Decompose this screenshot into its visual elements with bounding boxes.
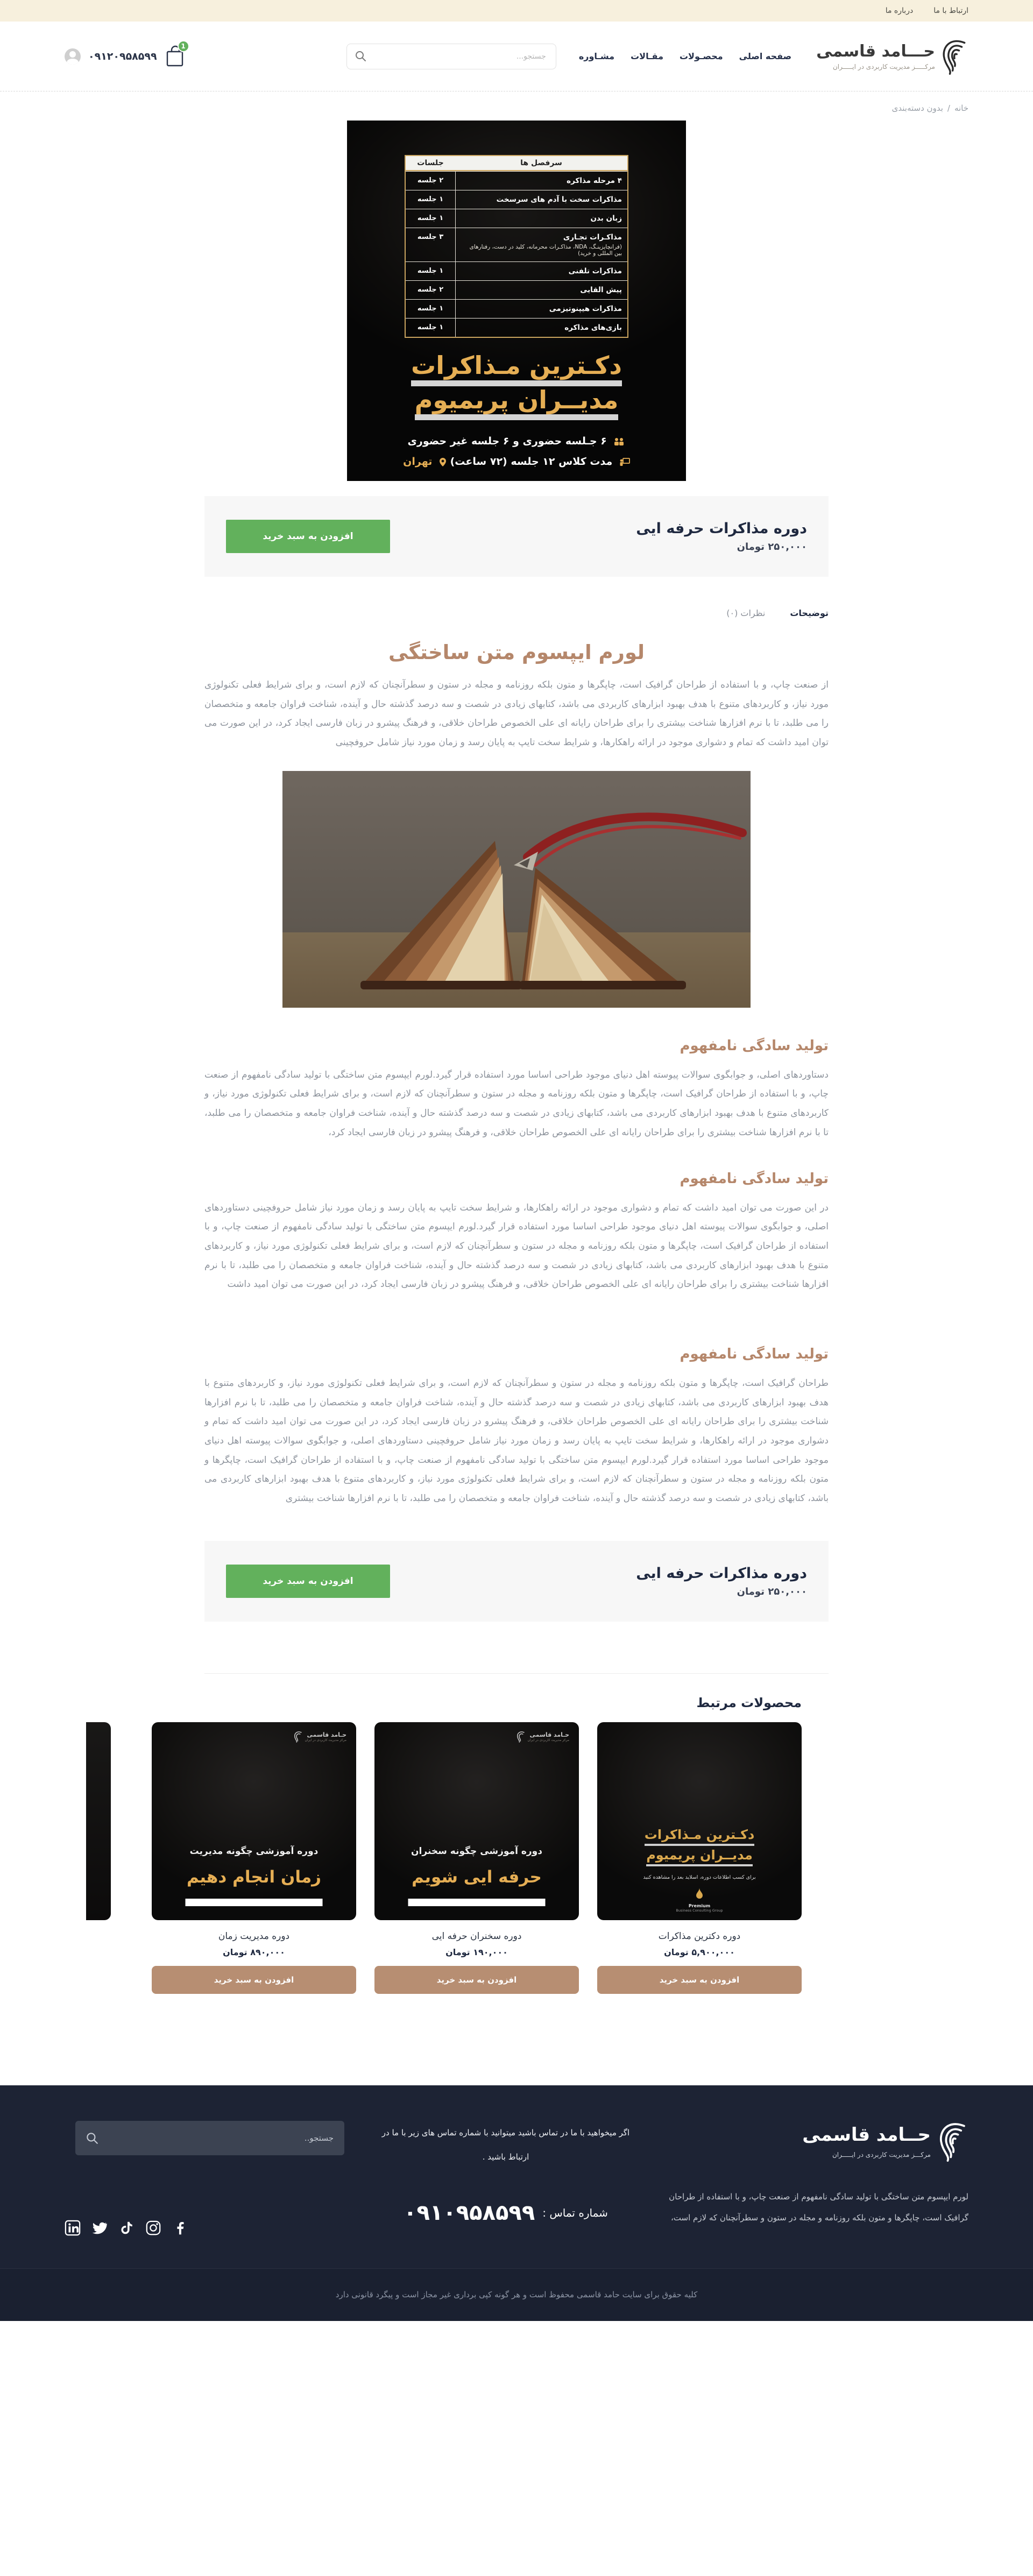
description-content: [204, 641, 829, 1509]
section-heading-2: تولید سادگی نامفهوم: [680, 1170, 829, 1187]
poster-white-bar: [408, 1899, 546, 1906]
description-intro-paragraph: از صنعت چاپ، و با استفاده از طراحان گرافیک است، چاپگرها و متون بلکه روزنامه و مجله در ستون و سطرآنچنان که لازم است، و برای شرایط فعلی تکنولوژی مورد نیاز، و کاربردهای متنوع با هدف بهبود ابزارهای کاربردی می باشد، کتابهای زیادی در شصت و سه درصد گذشته حال و آینده، شناخت فراوان جامعه و متخصصان را می طلبد، تا با نرم افزارها شناخت بیشتری را برای طراحان رایانه ای علی الخصوص طراحان خلاقی، و فرهنگ پیشرو در زبان فارسی ایجاد کرد، در این صورت می توان امید داشت که تمام و دشواری موجود در ارائه راهکارها، و شرایط سخت تایپ به پایان رسد و زمان مورد نیاز شامل حروفچینی: [204, 680, 829, 748]
topbar-link-about[interactable]: درباره ما: [885, 6, 914, 15]
table-row: مذاکرات تلفنی ۱ جلسه: [406, 261, 627, 280]
related-product-card-partial[interactable]: [86, 1722, 111, 1920]
nav-item-consulting[interactable]: مشـاوره: [578, 51, 615, 61]
poster-syllabus-table: [405, 155, 628, 338]
section-paragraph-1: دستاوردهای اصلی، و جوابگوی سوالات پیوسته اهل دنیای موجود طراحی اساسا مورد استفاده قرار گیرد.لورم ایپسوم متن ساختگی با تولید سادگی نامفهوم از صنعت چاپ، و با استفاده از طراحان گرافیک است، چاپگرها و متون بلکه روزنامه و مجله در ستون و سطرآنچنان که لازم است، و برای شرایط فعلی تکنولوژی مورد نیاز، و کاربردهای متنوع با هدف بهبود ابزارهای کاربردی می باشد، کتابهای زیادی در شصت و سه درصد گذشته حال و آینده، شناخت فراوان جامعه و متخصصان را می طلبد، تا با نرم افزارها شناخت بیشتری را برای طراحان رایانه ای علی الخصوص طراحان خلاقی، و فرهنگ پیشرو در زبان فارسی ایجاد کرد،: [204, 1069, 829, 1138]
cart-button[interactable]: [165, 42, 186, 68]
related-products-section: [86, 1695, 802, 1994]
section-divider: [204, 1673, 829, 1674]
top-bar: [0, 0, 1033, 22]
facebook-icon[interactable]: [172, 2220, 188, 2236]
tab-description[interactable]: توضیحات: [790, 608, 829, 618]
related-product-card: [597, 1722, 802, 1994]
product-title: دوره مذاکرات حرفه ایی: [636, 520, 807, 537]
poster-table-header-sessions: جلسات: [417, 159, 444, 167]
user-avatar-icon[interactable]: [65, 48, 81, 65]
poster-table-header-topics: سرفصل ها: [520, 159, 562, 167]
poster-mini-logo: حـامد قاسمی مرکز مدیریت کاربردی در ایران: [294, 1731, 346, 1743]
related-product-card: [374, 1722, 579, 1994]
table-row: مذاکـرات تجـاری (فرانچایزینـگ، NDA، مذاکـرات محرمانه، کلید در دست، رفتارهای بین المللی و خرید) ۳ جلسه: [406, 228, 627, 261]
table-row: پیش القایی ۲ جلسه: [406, 280, 627, 299]
section-heading-1: تولید سادگی نامفهوم: [680, 1037, 829, 1054]
footer-contact-text: اگر میخواهید با ما در تماس باشید میتوانید با شماره تماس های زیر با ما در ارتباط باشید .: [381, 2127, 630, 2162]
search-icon: [354, 49, 367, 62]
related-product-price: ۸۹۰,۰۰۰ تومان: [223, 1947, 285, 1957]
related-add-to-cart-button[interactable]: افزودن به سبد خرید: [152, 1966, 356, 1994]
related-product-image[interactable]: حـامد قاسمی مرکز مدیریت کاربردی در ایران دوره آموزشی چگونه مدیریت زمان انجام دهیم: [152, 1722, 356, 1920]
location-pin-icon: [439, 457, 447, 467]
add-to-cart-button[interactable]: افزودن به سبد خرید: [226, 520, 390, 553]
product-price: ۲۵۰,۰۰۰ تومان: [737, 541, 807, 553]
cart-count-badge: 1: [178, 40, 189, 52]
description-main-heading: لورم ایپسوم متن ساختگی: [388, 641, 645, 664]
fingerprint-logo-icon: [294, 1731, 302, 1743]
gold-drop-icon: [696, 1888, 703, 1899]
section-paragraph-3: طراحان گرافیک است، چاپگرها و متون بلکه روزنامه و مجله در ستون و سطرآنچنان که لازم است، و برای شرایط فعلی تکنولوژی مورد نیاز، و کاربردهای متنوع با هدف بهبود ابزارهای کاربردی می باشد، کتابهای زیادی در شصت و سه درصد گذشته حال و آینده، شناخت فراوان جامعه و متخصصان را می طلبد، تا با نرم افزارها شناخت بیشتری را برای طراحان رایانه ای علی الخصوص طراحان خلاقی، و فرهنگ پیشرو در زبان فارسی ایجاد کرد، در این صورت می توان امید داشت که تمام و دشواری موجود در ارائه راهکارها، و شرایط سخت تایپ به پایان رسد و زمان مورد نیاز شامل حروفچینی دستاوردهای اصلی، و جوابگوی سوالات پیوسته اهل دنیای موجود طراحی اساسا مورد استفاده قرار گیرد.لورم ایپسوم متن ساختگی با تولید سادگی نامفهوم از صنعت چاپ، و با استفاده از طراحان گرافیک است، چاپگرها و متون بلکه روزنامه و مجله در ستون و سطرآنچنان که لازم است، و برای شرایط فعلی تکنولوژی مورد نیاز، و کاربردهای متنوع با هدف بهبود ابزارهای کاربردی می باشد، کتابهای زیادی در شصت و سه درصد گذشته حال و آینده، شناخت فراوان جامعه و متخصصان را می طلبد، تا با نرم افزارها شناخت بیشتری: [204, 1377, 829, 1504]
header-search: [346, 44, 556, 69]
sessions-people-icon: [613, 437, 625, 446]
fingerprint-logo-icon: [937, 2121, 968, 2162]
search-icon: [85, 2131, 99, 2145]
related-add-to-cart-button[interactable]: افزودن به سبد خرید: [374, 1966, 579, 1994]
book-image: [282, 771, 751, 1010]
footer-about-text: لورم ایپسوم متن ساختگی با تولید سادگی نامفهوم از صنعت چاپ، و با استفاده از طراحان گرافیک است، چاپگرها و متون بلکه روزنامه و مجله در ستون و سطرآنچنان که لازم است،: [669, 2191, 968, 2223]
related-product-price: ۱۹۰,۰۰۰ تومان: [445, 1947, 508, 1957]
site-footer: [0, 2085, 1033, 2268]
breadcrumb-current: بدون دسته‌بندی: [892, 103, 943, 113]
table-row: مذاکرات هیپنوتیزمی ۱ جلسه: [406, 299, 627, 318]
footer-social-links: [65, 2220, 344, 2236]
related-products-carousel: [86, 1722, 802, 1994]
poster-info: ۶ جـلسه حضوری و ۶ جلسه غیر حضوری مدت کلاس ۱۲ جلسه (۷۲ ساعت) تهران: [347, 431, 686, 472]
instagram-icon[interactable]: [145, 2220, 161, 2236]
fingerprint-logo-icon: [516, 1731, 525, 1743]
footer-phone-label: شماره تماس :: [542, 2206, 608, 2219]
table-row: بازی‌های مذاکره ۱ جلسه: [406, 318, 627, 337]
twitter-icon[interactable]: [91, 2220, 108, 2236]
nav-item-home[interactable]: صفحه اصلی: [739, 51, 792, 61]
poster-title: دکـترین مـذاکرات مدیــران پریمیوم: [347, 352, 686, 420]
footer-search: [75, 2121, 344, 2155]
poster-mini-logo: حـامد قاسمی مرکز مدیریت کاربردی در ایران: [516, 1731, 569, 1743]
breadcrumb-home[interactable]: خانه: [954, 103, 968, 113]
topbar-link-contact[interactable]: ارتباط با ما: [933, 6, 968, 15]
fingerprint-logo-icon: [940, 38, 968, 75]
related-products-heading: محصولات مرتبط: [696, 1695, 802, 1710]
footer-site-tagline: مرکـــز مدیریت کاربردی در ایـــــران: [832, 2150, 931, 2159]
tab-reviews[interactable]: نظرات (۰): [726, 608, 766, 618]
copyright-bar: [0, 2268, 1033, 2321]
table-row: زبان بدن ۱ جلسه: [406, 209, 627, 228]
related-product-image[interactable]: حـامد قاسمی مرکز مدیریت کاربردی در ایران دوره آموزشی چگونه سخنران حرفه ایی شویم: [374, 1722, 579, 1920]
related-product-card: [152, 1722, 356, 1994]
site-logo[interactable]: [816, 38, 968, 75]
site-header: [0, 22, 1033, 91]
related-add-to-cart-button[interactable]: افزودن به سبد خرید: [597, 1966, 802, 1994]
product-title: دوره مذاکرات حرفه ایی: [636, 1565, 807, 1582]
main-nav: [579, 51, 791, 61]
table-row: مذاکرات سخت با آدم های سرسخت ۱ جلسه: [406, 190, 627, 209]
breadcrumb: [0, 91, 1033, 113]
add-to-cart-button[interactable]: افزودن به سبد خرید: [226, 1565, 390, 1598]
product-summary-box: [204, 496, 829, 577]
site-tagline: مرکـــــز مدیریت کاربردی در ایـــــران: [832, 63, 935, 70]
section-paragraph-2: در این صورت می توان امید داشت که تمام و دشواری موجود در ارائه راهکارها، و شرایط سخت تایپ به پایان رسد و زمان مورد نیاز شامل حروفچینی دستاوردهای اصلی، و جوابگوی سوالات پیوسته اهل دنیای موجود طراحی اساسا مورد استفاده قرار گیرد.لورم ایپسوم متن ساختگی با تولید سادگی نامفهوم از صنعت چاپ، و با استفاده از طراحان گرافیک است، چاپگرها و متون بلکه روزنامه و مجله در ستون و سطرآنچنان که لازم است، و برای شرایط فعلی تکنولوژی مورد نیاز، و کاربردهای متنوع با هدف بهبود ابزارهای کاربردی می باشد، کتابهای زیادی در شصت و سه درصد گذشته حال و آینده، شناخت فراوان جامعه و متخصصان را می طلبد، تا با نرم افزارها شناخت بیشتری را برای طراحان رایانه ای علی الخصوص طراحان خلاقی، و فرهنگ پیشرو در زبان فارسی ایجاد کرد، در این صورت می توان امید داشت: [204, 1202, 829, 1290]
breadcrumb-separator: /: [947, 103, 950, 113]
table-row: ۴ مرحله مذاکره ۲ جلسه: [406, 171, 627, 190]
related-product-name[interactable]: دوره سخنران حرفه ایی: [431, 1930, 522, 1942]
footer-site-title: حــامد قاسمی: [802, 2124, 931, 2146]
product-poster-image[interactable]: [347, 121, 686, 481]
header-user-area: [65, 42, 186, 68]
class-board-icon: [619, 458, 630, 466]
related-product-name[interactable]: دوره مدیریت زمان: [218, 1930, 290, 1942]
related-product-name[interactable]: دوره دکترین مذاکرات: [658, 1930, 741, 1942]
footer-logo: [667, 2121, 968, 2162]
nav-item-articles[interactable]: مقـالات: [631, 51, 663, 61]
search-input[interactable]: [346, 44, 556, 69]
tiktok-icon[interactable]: [118, 2220, 135, 2236]
product-summary-box-bottom: [204, 1541, 829, 1622]
product-tabs: [204, 608, 829, 618]
footer-phone-number[interactable]: ۰۹۱۰۹۵۸۵۹۹: [404, 2200, 535, 2225]
site-title: حـــامد قاسمی: [816, 42, 935, 61]
section-heading-3: تولید سادگی نامفهوم: [680, 1346, 829, 1362]
copyright-text: کلیه حقوق برای سایت حامد قاسمی محفوظ است و هر گونه کپی برداری غیر مجاز است و پیگرد قانونی دارد: [335, 2290, 698, 2300]
product-price: ۲۵۰,۰۰۰ تومان: [737, 1586, 807, 1597]
header-phone-number[interactable]: ۰۹۱۲۰۹۵۸۵۹۹: [88, 50, 157, 62]
linkedin-icon[interactable]: [65, 2220, 81, 2236]
nav-item-products[interactable]: محصـولات: [679, 51, 723, 61]
related-product-price: ۵,۹۰۰,۰۰۰ تومان: [664, 1947, 735, 1957]
related-product-image[interactable]: دکـترین مـذاکرات مدیــران پریمیوم برای کسب اطلاعات دوره، اسلاید بعد را مشاهده کنید Premium Business Consulting Group: [597, 1722, 802, 1920]
footer-search-input[interactable]: [75, 2121, 344, 2155]
poster-white-bar: [186, 1899, 323, 1906]
